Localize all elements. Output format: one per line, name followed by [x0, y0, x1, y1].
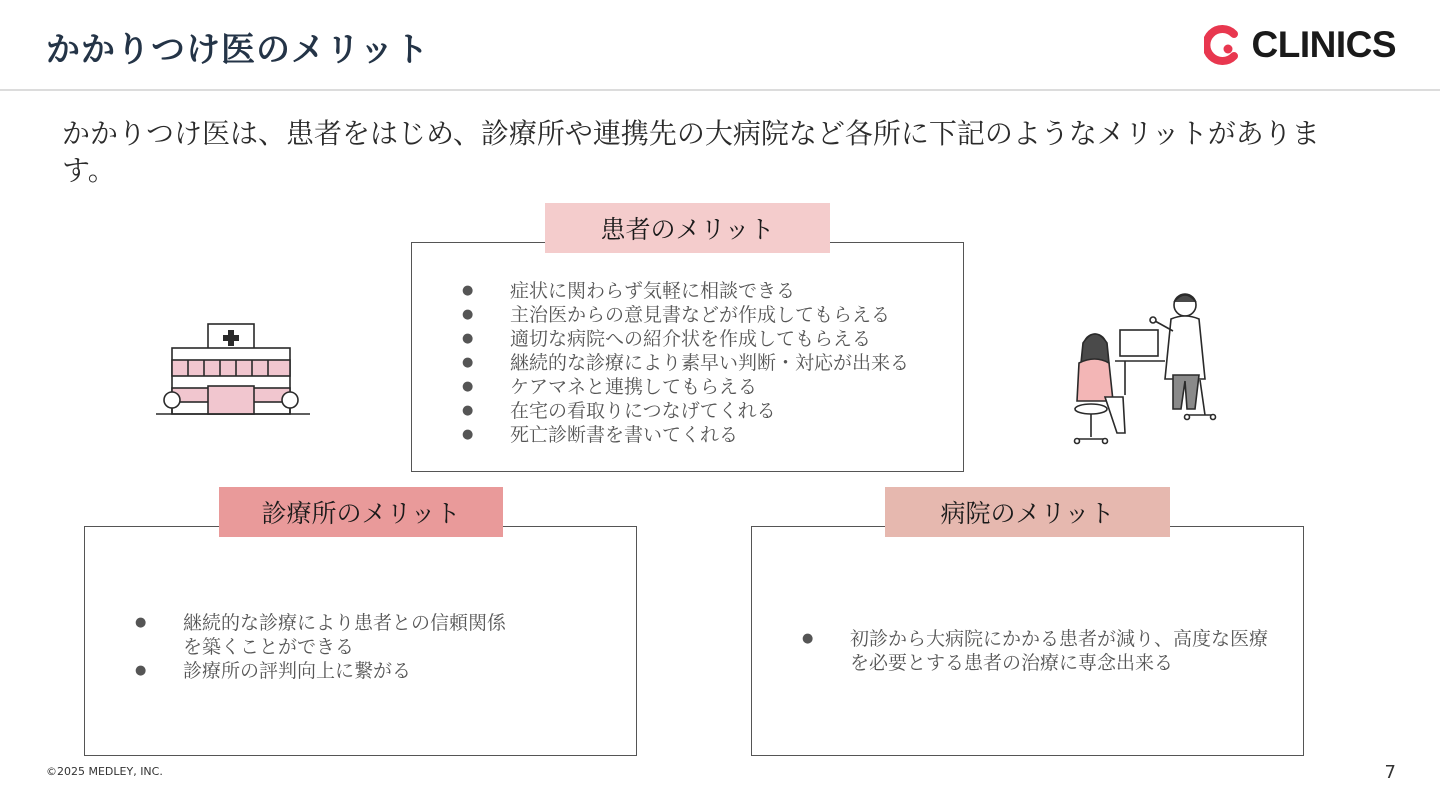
list-item: ● 在宅の看取りにつなげてくれる	[462, 399, 909, 423]
hospital-merits-list	[802, 627, 1272, 675]
clinic-merits-list	[135, 611, 515, 683]
intro-text: かかりつけ医は、患者をはじめ、診療所や連携先の大病院など各所に下記のようなメリットがあります。	[62, 117, 1320, 187]
list-item: ● 死亡診断書を書いてくれる	[462, 423, 909, 447]
list-item: ● 症状に関わらず気軽に相談できる	[462, 279, 909, 303]
hospital-merits-box	[751, 526, 1304, 756]
header-divider	[0, 89, 1440, 91]
patient-merits-list	[462, 279, 909, 447]
list-item: ● 初診から大病院にかかる患者が減り、高度な医療を必要とする患者の治療に専念出来る	[802, 627, 1272, 675]
page-number: 7	[1384, 762, 1396, 783]
copyright-text: ©2025 MEDLEY, INC.	[46, 765, 163, 778]
logo-wordmark: CLINICS	[1251, 24, 1396, 65]
clinics-logo	[1204, 24, 1397, 66]
list-item: ● 継続的な診療により患者との信頼関係を築くことができる	[135, 611, 515, 659]
clinic-merits-box	[84, 526, 637, 756]
page-title: かかりつけ医のメリット	[46, 30, 430, 70]
list-item: ● ケアマネと連携してもらえる	[462, 375, 909, 399]
patient-merits-label: 患者のメリット	[545, 203, 830, 253]
hospital-merits-label: 病院のメリット	[885, 487, 1170, 537]
patient-merits-box	[411, 242, 964, 472]
hospital-building-icon	[150, 320, 315, 420]
list-item: ● 継続的な診療により素早い判断・対応が出来る	[462, 351, 909, 375]
list-item: ● 適切な病院への紹介状を作成してもらえる	[462, 327, 909, 351]
list-item: ● 主治医からの意見書などが作成してもらえる	[462, 303, 909, 327]
clinic-merits-label: 診療所のメリット	[219, 487, 503, 537]
doctor-patient-consultation-icon	[1065, 285, 1225, 455]
list-item: ● 診療所の評判向上に繋がる	[135, 659, 515, 683]
clinics-logo-mark-icon	[1204, 25, 1244, 65]
